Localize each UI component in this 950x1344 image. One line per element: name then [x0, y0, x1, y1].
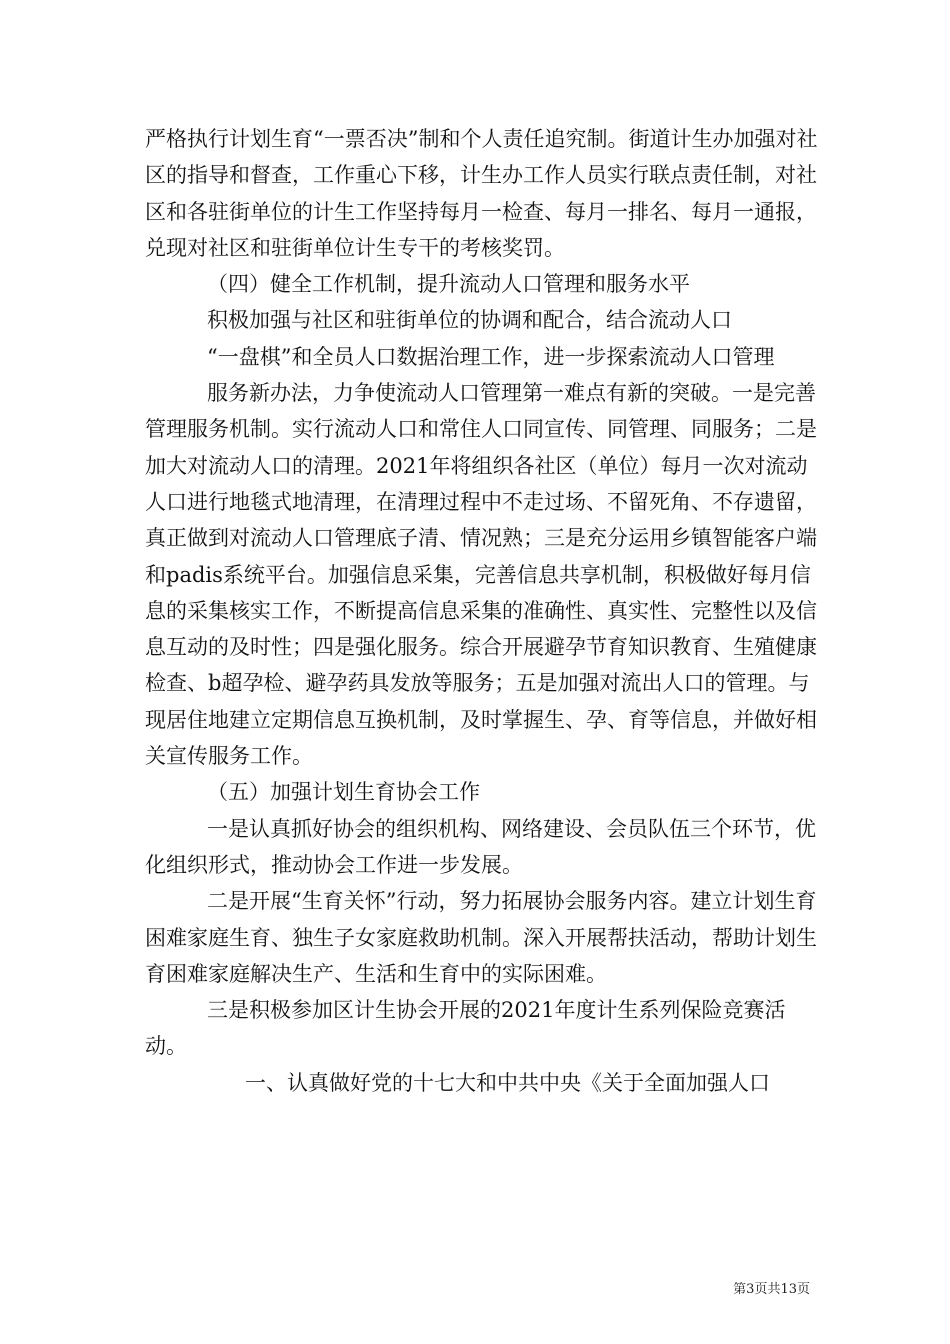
paragraph-association-2: 二是开展“生育关怀”行动，努力拓展协会服务内容。建立计划生育困难家庭生育、独生子女家庭救助机制。深入开展帮扶活动，帮助计划生育困难家庭解决生产、生活和生育中的实际困难。: [145, 889, 817, 986]
heading-part-1: 一、认真做好党的十七大和中共中央《关于全面加强人口: [245, 1070, 770, 1095]
document-body: [145, 121, 825, 1101]
paragraph-data-governance: “一盘棋”和全员人口数据治理工作，进一步探索流动人口管理: [207, 344, 775, 369]
page-number: 第3页共13页: [733, 1282, 810, 1297]
heading-section-4: （四）健全工作机制，提升流动人口管理和服务水平: [207, 272, 690, 297]
paragraph-new-methods: 服务新办法，力争使流动人口管理第一难点有新的突破。一是完善管理服务机制。实行流动人口和常住人口同宣传、同管理、同服务；二是加大对流动人口的清理。2021年将组织各社区（单位）每月一次对流动人口进行地毯式地清理，在清理过程中不走过场、不留死角、不存遗留，真正做到对流动人口管理底子清、情况熟；三是充分运用乡镇智能客户端和padis系统平台。加强信息采集，完善信息共享机制，积极做好每月信息的采集核实工作，不断提高信息采集的准确性、真实性、完整性以及信息互动的及时性；四是强化服务。综合开展避孕节育知识教育、生殖健康检查、b超孕检、避孕药具发放等服务；五是加强对流出人口的管理。与现居住地建立定期信息互换机制，及时掌握生、孕、育等信息，并做好相关宣传服务工作。: [145, 381, 817, 769]
heading-section-5: （五）加强计划生育协会工作: [207, 780, 480, 805]
paragraph-association-1: 一是认真抓好协会的组织机构、网络建设、会员队伍三个环节，优化组织形式，推动协会工作进一步发展。: [145, 816, 816, 877]
paragraph-responsibility: 严格执行计划生育“一票否决”制和个人责任追究制。街道计生办加强对社区的指导和督查，工作重心下移，计生办工作人员实行联点责任制，对社区和各驻街单位的计生工作坚持每月一检查、每月一排名、每月一通报，兑现对社区和驻街单位计生专干的考核奖罚。: [145, 127, 818, 260]
paragraph-coordination: 积极加强与社区和驻街单位的协调和配合，结合流动人口: [207, 308, 732, 333]
paragraph-association-3: 三是积极参加区计生协会开展的2021年度计生系列保险竞赛活动。: [145, 998, 786, 1059]
